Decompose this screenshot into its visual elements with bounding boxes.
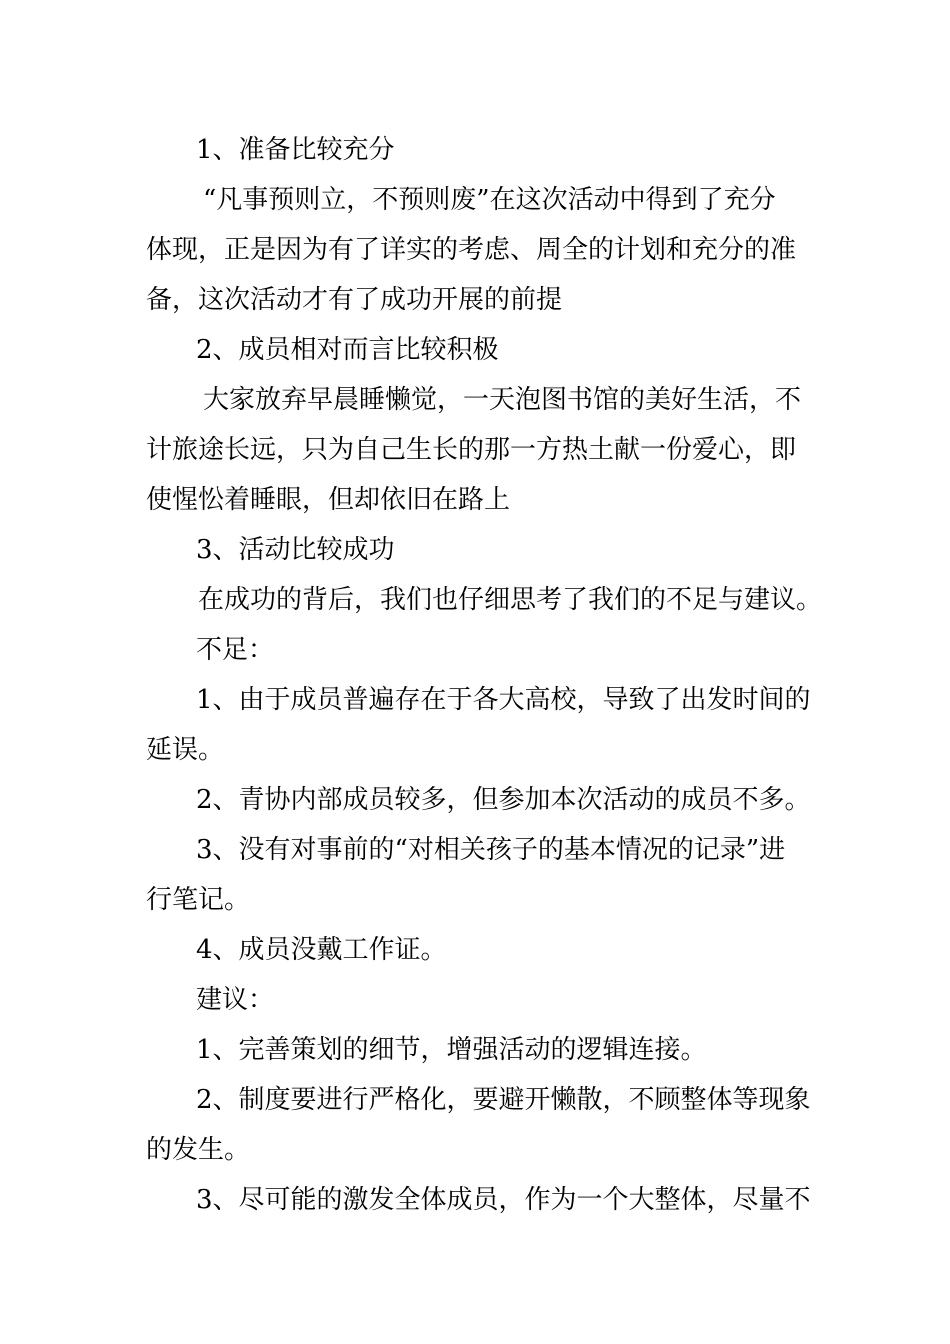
paragraph-line: 在成功的背后，我们也仔细思考了我们的不足与建议。: [198, 585, 823, 615]
paragraph-line: 计旅途长远，只为自己生长的那一方热土献一份爱心，即: [146, 435, 797, 465]
paragraph-line: “凡事预则立，不预则废”在这次活动中得到了充分: [203, 185, 776, 215]
heading-activity-success: 3、活动比较成功: [196, 535, 395, 565]
list-item: 3、尽可能的激发全体成员，作为一个大整体，尽量不: [196, 1185, 811, 1215]
list-item-continuation: 延误。: [146, 735, 225, 765]
list-item-continuation: 行笔记。: [146, 885, 251, 915]
list-item: 2、制度要进行严格化，要避开懒散，不顾整体等现象: [196, 1085, 811, 1115]
list-item: 3、没有对事前的“对相关孩子的基本情况的记录”进: [196, 835, 786, 865]
heading-preparation: 1、准备比较充分: [196, 135, 395, 165]
paragraph-line: 大家放弃早晨睡懒觉，一天泡图书馆的美好生活，不: [203, 385, 802, 415]
heading-suggestions: 建议：: [196, 985, 275, 1015]
list-item: 1、由于成员普遍存在于各大高校，导致了出发时间的: [196, 685, 811, 715]
paragraph-line: 备，这次活动才有了成功开展的前提: [146, 285, 563, 315]
heading-shortcomings: 不足：: [196, 635, 275, 665]
list-item: 4、成员没戴工作证。: [196, 935, 447, 965]
paragraph-line: 体现，正是因为有了详实的考虑、周全的计划和充分的准: [146, 235, 797, 265]
list-item: 1、完善策划的细节，增强活动的逻辑连接。: [196, 1035, 707, 1065]
paragraph-line: 使惺忪着睡眼，但却依旧在路上: [146, 485, 511, 515]
list-item-continuation: 的发生。: [146, 1135, 251, 1165]
list-item: 2、青协内部成员较多，但参加本次活动的成员不多。: [196, 785, 811, 815]
heading-members-active: 2、成员相对而言比较积极: [196, 335, 499, 365]
